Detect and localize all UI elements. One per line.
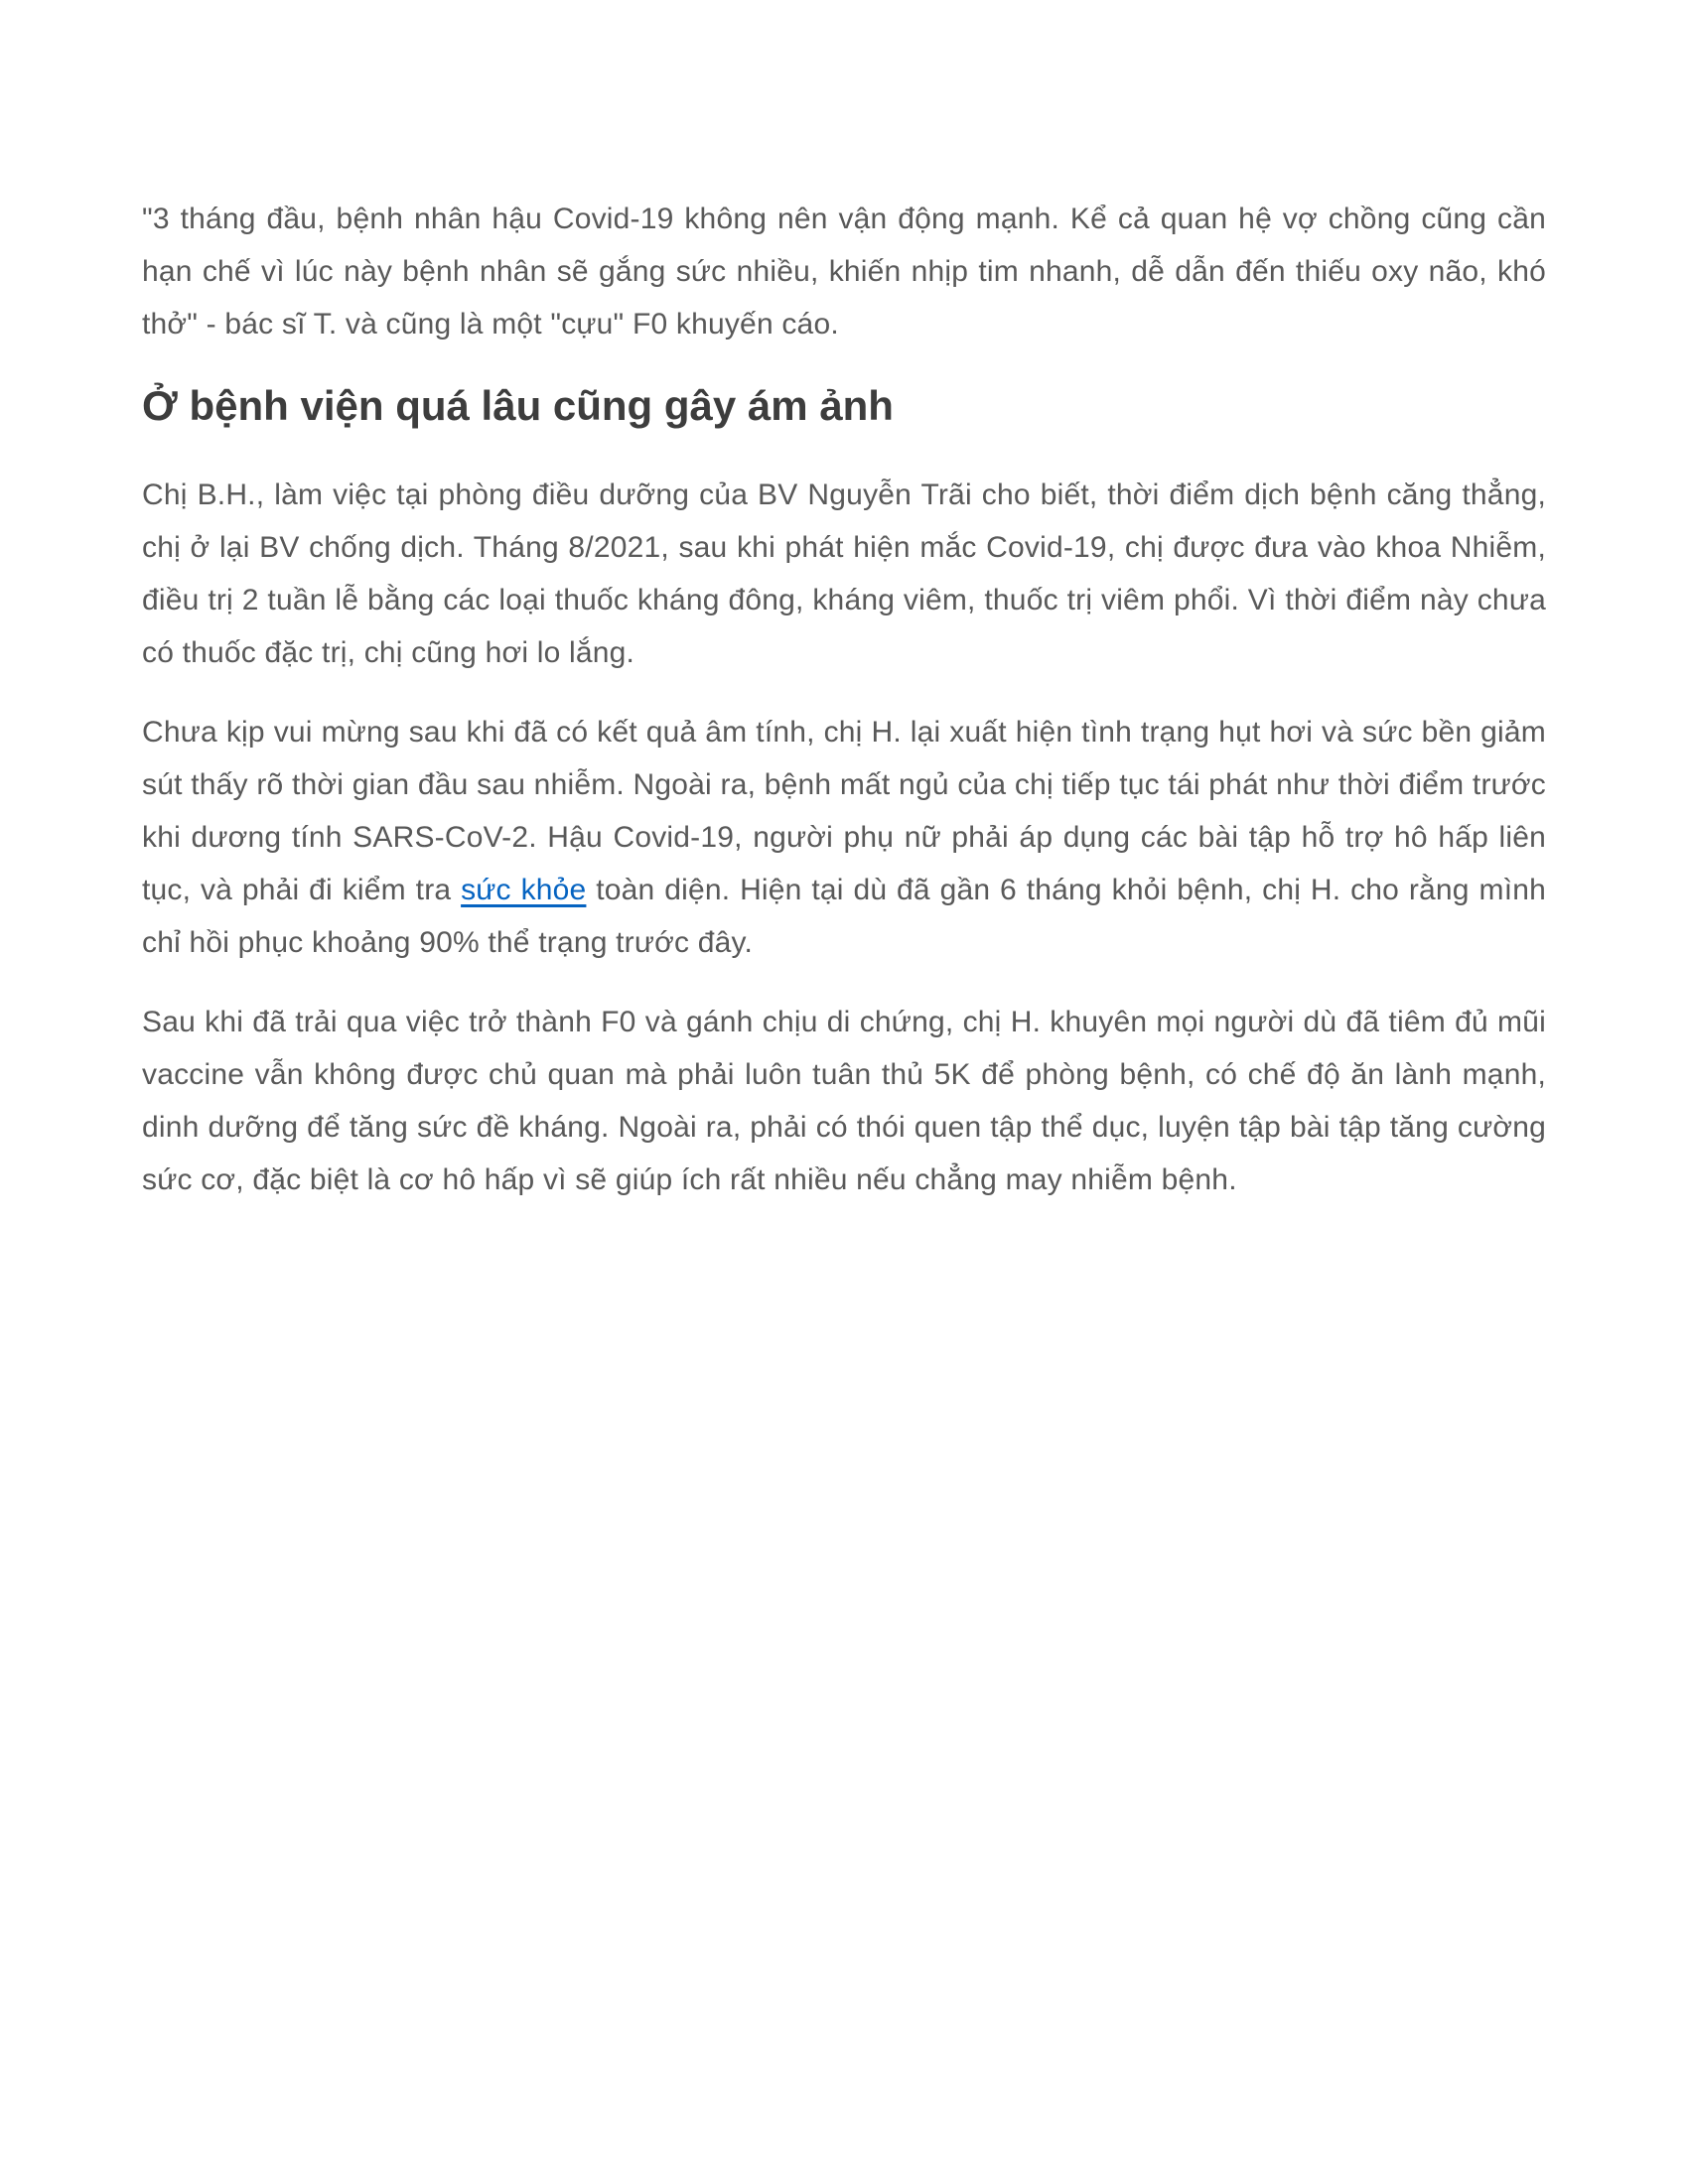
section-heading: Ở bệnh viện quá lâu cũng gây ám ảnh	[142, 382, 894, 429]
paragraph-3-text-before-link: Chưa kịp vui mừng sau khi đã có kết quả âm tính, chị H. lại xuất hiện tình trạng hụt hơi và sức bền giảm sút thấy rõ thời gian đầu sau nhiễm. Ngoài ra, bệnh mất ngủ của chị tiếp tục tái phát như thời điểm trước khi dương tính SARS-CoV-2. Hậu Covid-19, người phụ nữ phải áp dụng các bài tập hỗ trợ hô hấp liên tục, và phải đi kiểm tra	[142, 716, 1546, 906]
paragraph-hospital-experience: Chị B.H., làm việc tại phòng điều dưỡng của BV Nguyễn Trãi cho biết, thời điểm dịch bệnh căng thẳng, chị ở lại BV chống dịch. Tháng 8/2021, sau khi phát hiện mắc Covid-19, chị được đưa vào khoa Nhiễm, điều trị 2 tuần lễ bằng các loại thuốc kháng đông, kháng viêm, thuốc trị viêm phổi. Vì thời điểm này chưa có thuốc đặc trị, chị cũng hơi lo lắng.	[142, 478, 1546, 669]
article-content	[142, 193, 1546, 1206]
quote-paragraph: "3 tháng đầu, bệnh nhân hậu Covid-19 không nên vận động mạnh. Kể cả quan hệ vợ chồng cũng cần hạn chế vì lúc này bệnh nhân sẽ gắng sức nhiều, khiến nhịp tim nhanh, dễ dẫn đến thiếu oxy não, khó thở" - bác sĩ T. và cũng là một "cựu" F0 khuyến cáo.	[142, 203, 1546, 341]
paragraph-advice: Sau khi đã trải qua việc trở thành F0 và gánh chịu di chứng, chị H. khuyên mọi người dù đã tiêm đủ mũi vaccine vẫn không được chủ quan mà phải luôn tuân thủ 5K để phòng bệnh, có chế độ ăn lành mạnh, dinh dưỡng để tăng sức đề kháng. Ngoài ra, phải có thói quen tập thể dục, luyện tập bài tập tăng cường sức cơ, đặc biệt là cơ hô hấp vì sẽ giúp ích rất nhiều nếu chẳng may nhiễm bệnh.	[142, 1006, 1546, 1196]
health-check-link[interactable]: sức khỏe	[461, 874, 587, 906]
paragraph-3-text-after-link: toàn diện. Hiện tại dù đã gần 6 tháng khỏi bệnh, chị H. cho rằng mình chỉ hồi phục khoảng 90% thể trạng trước đây.	[142, 874, 1546, 959]
paragraph-post-covid-symptoms	[142, 706, 1546, 969]
